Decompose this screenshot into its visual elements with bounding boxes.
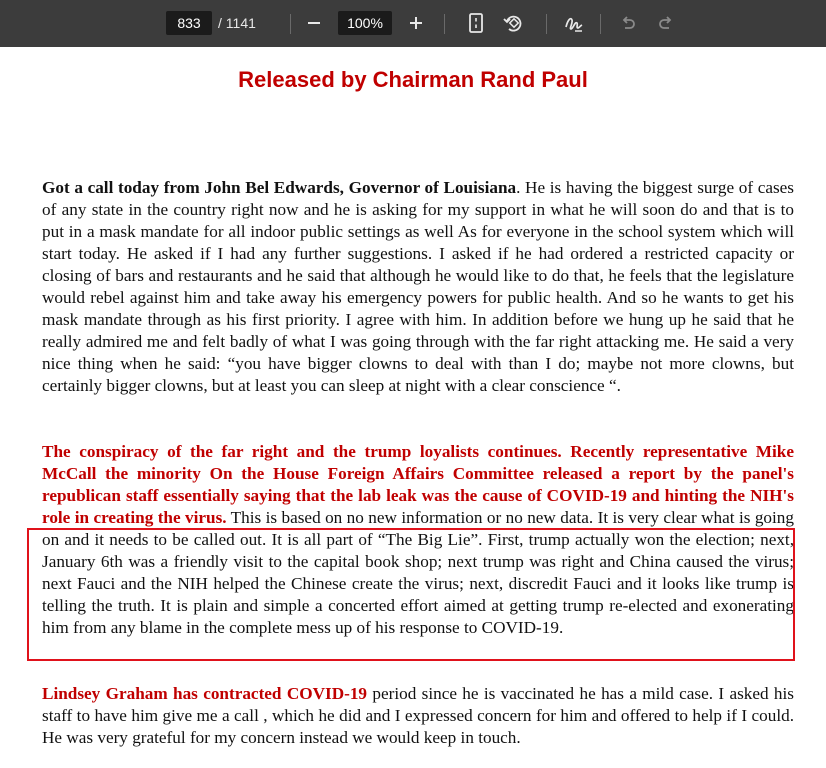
fit-page-button[interactable] bbox=[464, 11, 488, 35]
redo-button[interactable] bbox=[654, 11, 678, 35]
annotate-button[interactable] bbox=[562, 11, 586, 35]
annotate-icon bbox=[562, 11, 586, 35]
red-highlight-box bbox=[27, 528, 795, 661]
undo-icon bbox=[616, 11, 640, 35]
rotate-button[interactable] bbox=[501, 11, 525, 35]
toolbar-divider bbox=[600, 14, 601, 34]
undo-button[interactable] bbox=[616, 11, 640, 35]
rotate-icon bbox=[501, 11, 525, 35]
fit-page-icon bbox=[464, 11, 488, 35]
toolbar-divider bbox=[290, 14, 291, 34]
zoom-in-button[interactable] bbox=[404, 11, 428, 35]
paragraph-lead-red: The conspiracy of the far right and the trump loyalists continues. Recently representative Mike McCall the minority On the House Foreign Affairs Committee released a report by the panel's republican staff essentially saying that the lab leak was the cause of COVID-19 and hinting the NIH's role in creating the virus. bbox=[42, 442, 794, 527]
paragraph-edwards-call bbox=[42, 177, 794, 397]
paragraph-lead-red: Lindsey Graham has contracted COVID-19 bbox=[42, 684, 368, 703]
pdf-toolbar bbox=[0, 0, 826, 47]
toolbar-divider bbox=[546, 14, 547, 34]
paragraph-body: . He is having the biggest surge of cases of any state in the country right now and he is asking for my support in what he will soon do and that is to put in a mask mandate for all indoor public settings as well As for everyone in the school system which will start today. He asked if I had any further suggestions. I asked if he had ordered a restricted capacity or closing of bars and restaurants and he said that although he would like to do that, he feels that the legislature would rebel against him and take away his emergency powers for public health. And so he wants to get his mask mandate through as his first priority. I agree with him. In addition before we hung up he said that he really admired me and felt badly of what I was going through with the far right attacking me. He said a very nice thing when he said: “you have bigger clowns to deal with than I do; maybe not more clowns, but certainly bigger clowns, but at least you can sleep at night with a clear conscience “. bbox=[42, 178, 794, 395]
document-page bbox=[0, 47, 826, 768]
zoom-level-input[interactable]: 100% bbox=[338, 11, 392, 35]
toolbar-divider bbox=[444, 14, 445, 34]
paragraph-lead-bold: Got a call today from John Bel Edwards, Governor of Louisiana bbox=[42, 178, 517, 197]
paragraph-graham bbox=[42, 683, 794, 749]
document-heading: Released by Chairman Rand Paul bbox=[238, 67, 588, 92]
paragraph-body: This is based on no new information or no new data. It is very clear what is going on and it needs to be called out. It is all part of “The Big Lie”. First, trump actually won the election; next, January 6th was a friendly visit to the capital book shop; next trump was right and China caused the virus; next Fauci and the NIH helped the Chinese create the virus; next, discredit Fauci and it looks like trump is telling the truth. It is plain and simple a concerted effort aimed at getting trump re-elected and exonerating him from any blame in the complete mess up of his response to COVID-19. bbox=[42, 508, 794, 637]
redo-icon bbox=[654, 11, 678, 35]
zoom-out-icon bbox=[302, 11, 326, 35]
paragraph-body: period since he is vaccinated he has a mild case. I asked his staff to have him give me a call , which he did and I expressed concern for him and offered to help if I could. He was very grateful for my concern instead we would keep in touch. bbox=[42, 684, 794, 747]
page-number-input[interactable]: 833 bbox=[166, 11, 212, 35]
zoom-out-button[interactable] bbox=[302, 11, 326, 35]
zoom-in-icon bbox=[404, 11, 428, 35]
total-pages-label: / 1141 bbox=[218, 15, 256, 31]
